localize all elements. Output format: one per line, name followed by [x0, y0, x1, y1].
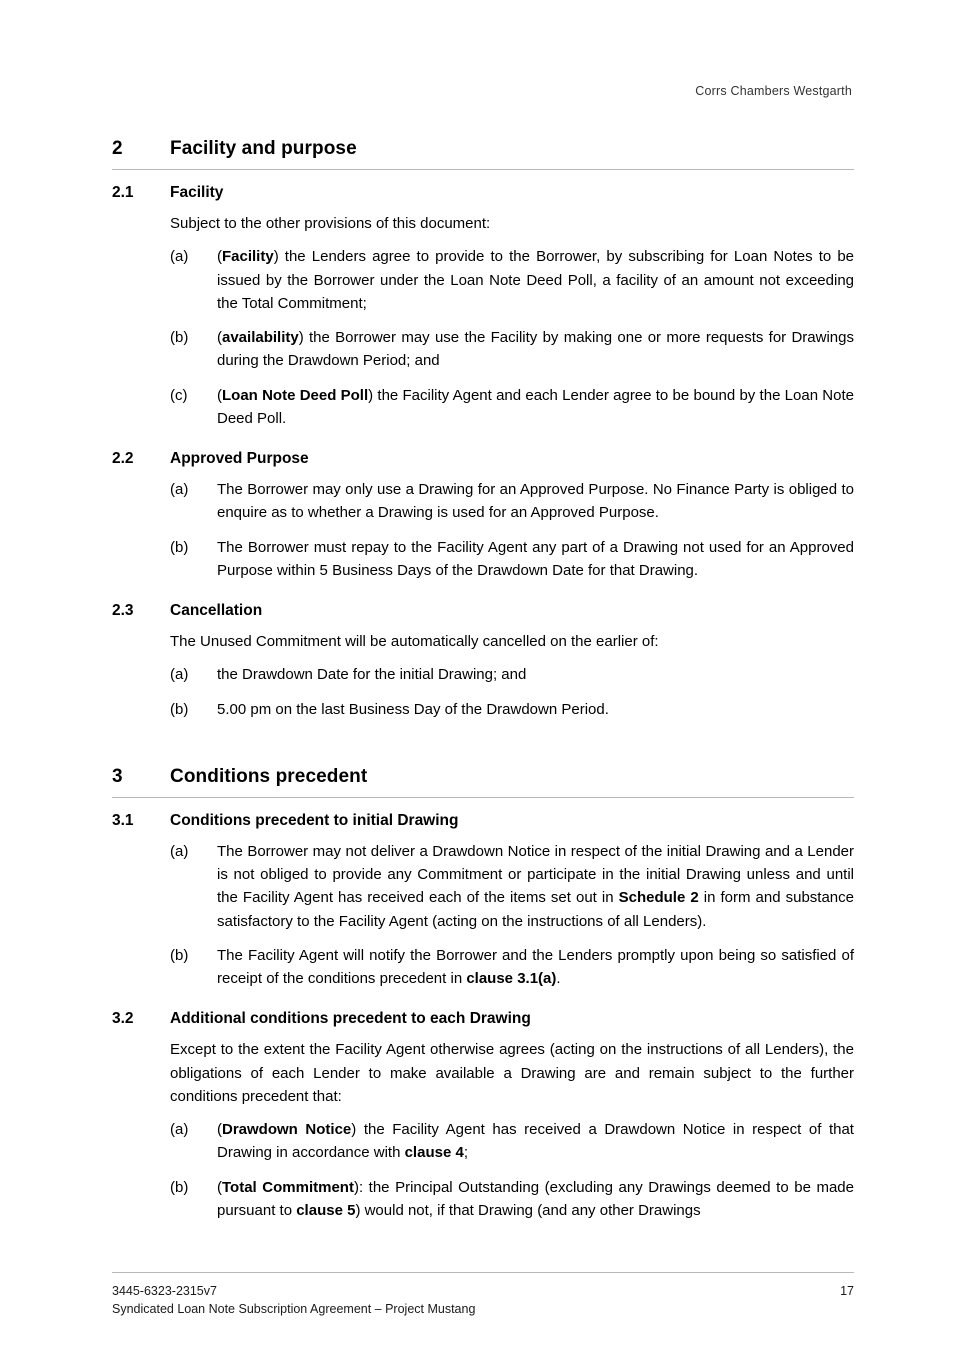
list-marker: (b) [170, 1178, 189, 1196]
list-item [170, 840, 854, 933]
defined-term: Loan Note Deed Poll [222, 386, 369, 404]
document-body [112, 130, 854, 1233]
list-marker: (a) [170, 481, 189, 498]
list-marker: (b) [170, 946, 189, 964]
list-text: the Drawdown Date for the initial Drawing; and [217, 666, 527, 684]
list-text: The Borrower may only use a Drawing for an Approved Purpose. No Finance Party is obliged to enquire as to whether a Drawing is used for an Approved Purpose. [217, 481, 854, 522]
list-text-body: ) the Facility Agent and each Lender agree to be bound by the Loan Note Deed Poll. [217, 386, 854, 427]
list-marker: (b) [170, 538, 189, 556]
list-marker: (a) [170, 842, 189, 860]
section-heading-3 [112, 766, 854, 798]
list-item [170, 326, 854, 373]
list-item [170, 1176, 854, 1223]
defined-term: availability [222, 329, 299, 346]
section-heading-2 [112, 138, 854, 170]
section-3-number: 3 [112, 765, 123, 787]
section-2-rule [112, 169, 854, 170]
cross-reference: clause 5 [296, 1201, 356, 1219]
section-3-rule [112, 797, 854, 798]
list-item [170, 536, 854, 583]
section-2-number: 2 [112, 138, 123, 159]
subsection-2-3-intro: The Unused Commitment will be automatically cancelled on the earlier of: [170, 633, 659, 650]
subsection-3-1-title: Conditions precedent to initial Drawing [170, 811, 459, 829]
footer-left [112, 1282, 475, 1320]
list-item [170, 384, 854, 431]
subsection-2-1-intro: Subject to the other provisions of this document: [170, 215, 491, 232]
list-text-body: ) the Lenders agree to provide to the Borrower, by subscribing for Loan Notes to be issued by the Borrower under the Loan Note Deed Poll, a facility of an amount not exceeding the Total Commitment; [217, 248, 854, 312]
list-marker: (a) [170, 248, 189, 266]
subsection-2-2-title: Approved Purpose [170, 450, 309, 467]
section-2-title: Facility and purpose [170, 138, 357, 159]
subsection-2-1-title: Facility [170, 184, 224, 201]
list-text-part2: ) would not, if that Drawing (and any other Drawings [355, 1201, 701, 1219]
cross-reference: clause 4 [404, 1144, 464, 1162]
list-text-part1: ) the Facility Agent has received a Drawdown Notice in respect of that Drawing in accordance with [217, 1121, 854, 1162]
footer-rule [112, 1272, 854, 1273]
subsection-3-2-title: Additional conditions precedent to each Drawing [170, 1010, 531, 1028]
list-marker: (c) [170, 386, 188, 404]
list-text-body: ) the Borrower may use the Facility by making one or more requests for Drawings during the Drawdown Period; and [217, 329, 854, 370]
list-text [217, 1118, 854, 1165]
subsection-heading-3-1 [112, 812, 854, 830]
footer-page-number: 17 [840, 1283, 854, 1298]
list-marker: (a) [170, 1121, 189, 1138]
subsection-2-2-number: 2.2 [112, 450, 134, 467]
list-text: The Borrower must repay to the Facility Agent any part of a Drawing not used for an Approved Purpose within 5 Business Days of the Drawdown Date for that Drawing. [217, 538, 854, 579]
list-text [217, 840, 854, 933]
list-text [217, 944, 854, 991]
subsection-heading-3-2 [112, 1010, 854, 1028]
list-marker: (a) [170, 666, 189, 684]
list-text-part2: in form and substance satisfactory to the Facility Agent (acting on the instructions of all Lenders). [217, 889, 854, 930]
list-text-part1: ): the Principal Outstanding (excluding any Drawings deemed to be made pursuant to [217, 1178, 854, 1219]
subsection-heading-2-2 [112, 450, 854, 468]
section-spacer [112, 732, 854, 758]
subsection-2-3-number: 2.3 [112, 602, 134, 619]
list-text [217, 1176, 854, 1223]
list-text-part1: The Facility Agent will notify the Borrower and the Lenders promptly upon being so satisfied of receipt of the conditions precedent in [217, 946, 854, 987]
defined-term: Facility [222, 248, 274, 266]
list-item [170, 698, 854, 721]
list-item [170, 478, 854, 525]
subsection-heading-2-1 [112, 184, 854, 202]
defined-term: Total Commitment [222, 1178, 354, 1196]
subsection-3-2-number: 3.2 [112, 1010, 134, 1028]
list-text [217, 245, 854, 315]
list-text-part2: ; [463, 1144, 468, 1162]
page-footer [112, 1272, 854, 1320]
list-item [170, 944, 854, 991]
subsection-3-2-intro: Except to the extent the Facility Agent otherwise agrees (acting on the instructions of all Lenders), the obligations of each Lender to make available a Drawing are and remain subject to the further conditions precedent that: [170, 1041, 854, 1105]
cross-reference: Schedule 2 [618, 889, 699, 907]
list-text [217, 384, 854, 431]
paren-open: ( [217, 386, 222, 404]
paren-open: ( [217, 248, 222, 266]
page-header-firm-name: Corrs Chambers Westgarth [695, 84, 852, 98]
list-item [170, 245, 854, 315]
list-marker: (b) [170, 700, 189, 718]
subsection-2-1-number: 2.1 [112, 184, 134, 201]
list-text-part1: The Borrower may not deliver a Drawdown Notice in respect of the initial Drawing and a Lender is not obliged to provide any Commitment or participate in the initial Drawing unless and until the Facility Agent has received each of the items set out in [217, 842, 854, 907]
list-item [170, 663, 854, 686]
paren-open: ( [217, 329, 222, 346]
defined-term: Drawdown Notice [222, 1121, 352, 1138]
subsection-3-1-number: 3.1 [112, 811, 134, 829]
paren-open: ( [217, 1121, 222, 1138]
subsection-heading-2-3 [112, 602, 854, 620]
list-text-part2: . [556, 970, 561, 987]
list-marker: (b) [170, 329, 189, 346]
cross-reference: clause 3.1(a) [466, 970, 557, 987]
footer-doc-title: Syndicated Loan Note Subscription Agreement – Project Mustang [112, 1302, 476, 1317]
list-item [170, 1118, 854, 1165]
list-text: 5.00 pm on the last Business Day of the Drawdown Period. [217, 700, 609, 718]
section-3-title: Conditions precedent [170, 765, 368, 787]
list-text [217, 326, 854, 373]
subsection-2-3-title: Cancellation [170, 602, 263, 619]
paren-open: ( [217, 1178, 222, 1196]
footer-doc-id: 3445-6323-2315v7 [112, 1283, 217, 1298]
